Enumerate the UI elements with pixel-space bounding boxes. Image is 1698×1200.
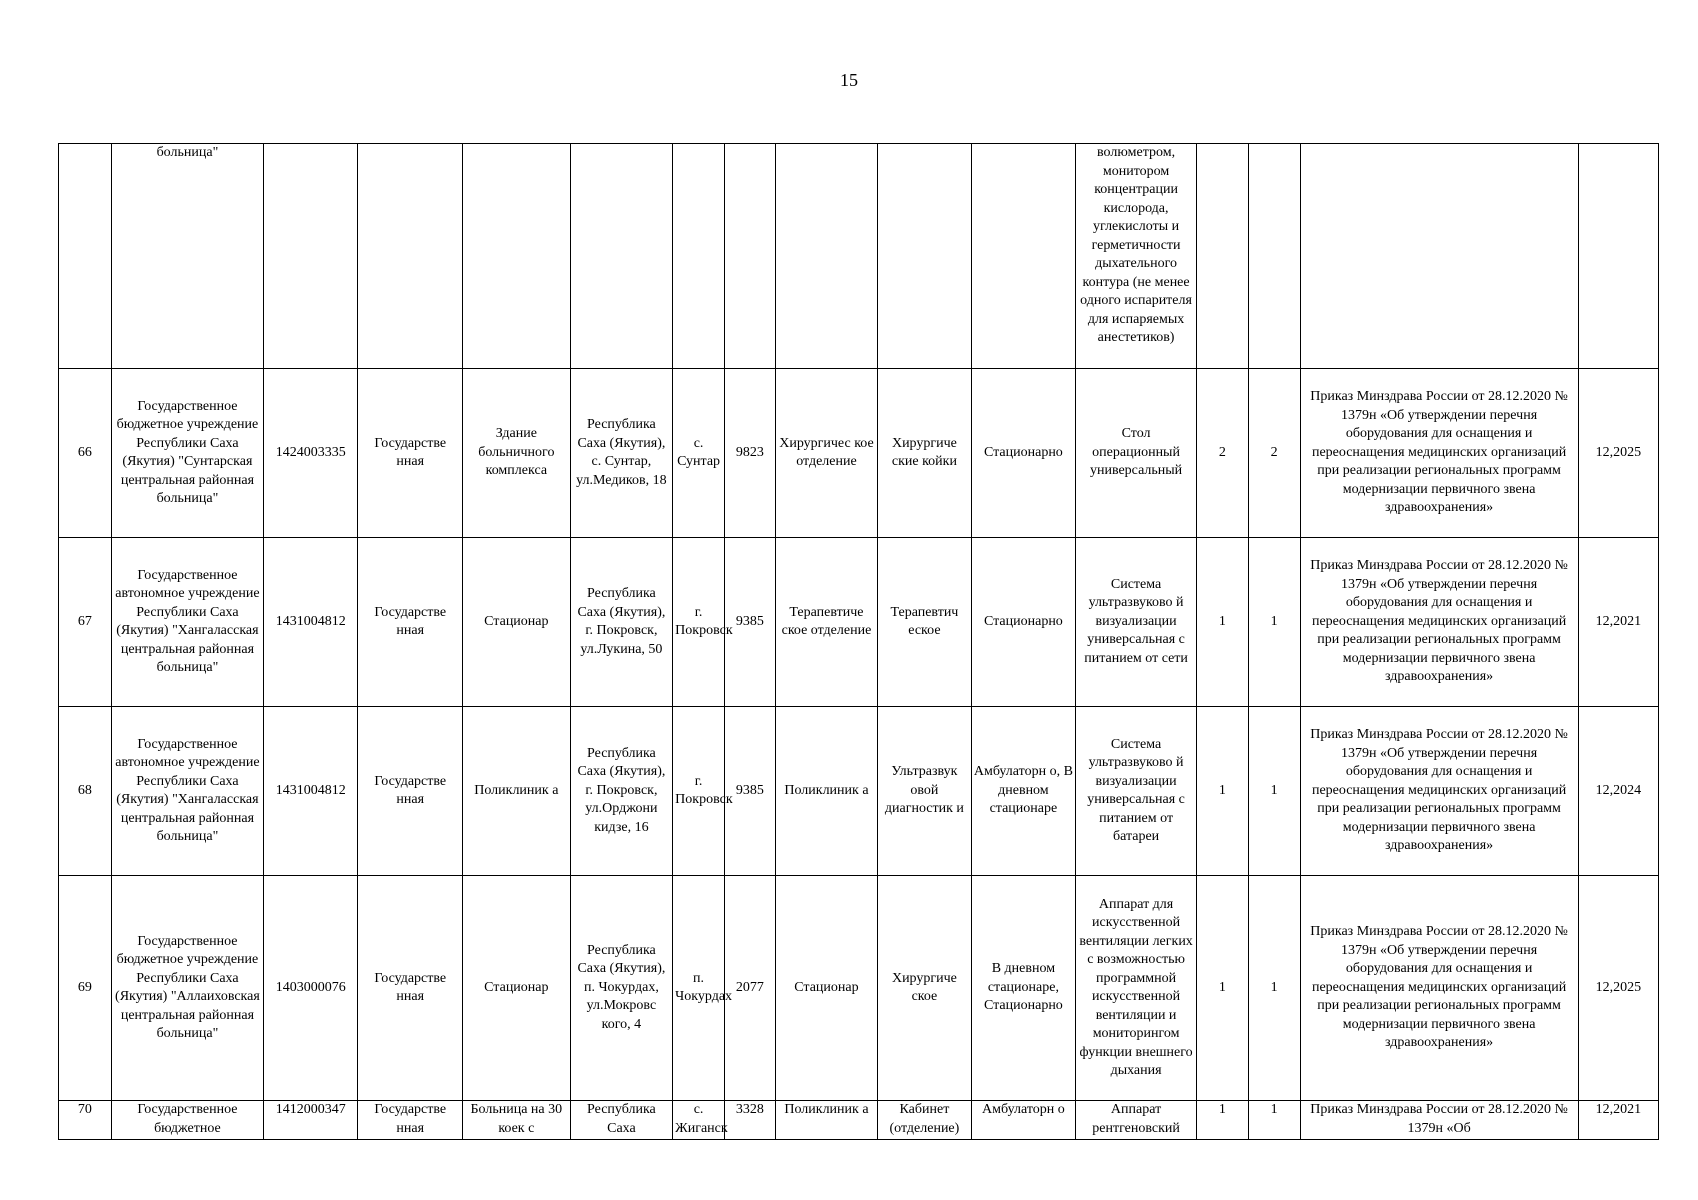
cell-basis: Приказ Минздрава России от 28.12.2020 № 1379н «Об	[1300, 1101, 1578, 1140]
cell-qty-1: 1	[1196, 538, 1248, 707]
cell-inn: 1412000347	[264, 1101, 358, 1140]
cell-date: 12,2021	[1578, 538, 1658, 707]
cell-ownership: Государстве нная	[358, 1101, 463, 1140]
cell-date: 12,2021	[1578, 1101, 1658, 1140]
cell-profile: Хирургиче ское	[878, 876, 971, 1101]
page-number: 15	[840, 70, 858, 90]
table-row	[59, 707, 1659, 876]
cell-qty-1: 1	[1196, 876, 1248, 1101]
equipment-table	[58, 143, 1659, 1140]
table-row	[59, 369, 1659, 538]
cell-profile	[878, 144, 971, 369]
cell-qty-2: 2	[1248, 369, 1300, 538]
cell-ownership: Государстве нная	[358, 707, 463, 876]
cell-conditions: В дневном стационаре, Стационарно	[971, 876, 1076, 1101]
cell-building: Стационар	[463, 876, 571, 1101]
cell-address: Республика Саха (Якутия), п. Чокурдах, ул.Мокровс кого, 4	[570, 876, 673, 1101]
cell-organization: Государственное бюджетное учреждение Республики Саха (Якутия) "Сунтарская центральная районная больница"	[111, 369, 263, 538]
cell-conditions: Амбулаторн о	[971, 1101, 1076, 1140]
cell-inn: 1431004812	[264, 707, 358, 876]
cell-inn: 1431004812	[264, 538, 358, 707]
cell-qty-2: 1	[1248, 1101, 1300, 1140]
cell-building: Стационар	[463, 538, 571, 707]
cell-organization: Государственное бюджетное учреждение Республики Саха (Якутия) "Аллаиховская центральная районная больница"	[111, 876, 263, 1101]
cell-qty-1	[1196, 144, 1248, 369]
cell-num: 66	[59, 369, 112, 538]
table-row	[59, 1101, 1659, 1140]
table-row	[59, 876, 1659, 1101]
cell-locality: г. Покровск	[673, 538, 725, 707]
cell-date: 12,2024	[1578, 707, 1658, 876]
cell-address: Республика Саха	[570, 1101, 673, 1140]
cell-qty-1: 1	[1196, 1101, 1248, 1140]
cell-qty-2: 1	[1248, 538, 1300, 707]
cell-conditions: Стационарно	[971, 538, 1076, 707]
cell-address: Республика Саха (Якутия), г. Покровск, ул.Лукина, 50	[570, 538, 673, 707]
cell-oktmo: 9823	[724, 369, 775, 538]
cell-department: Стационар	[775, 876, 878, 1101]
cell-equipment: Стол операционный универсальный	[1076, 369, 1197, 538]
cell-profile: Кабинет (отделение)	[878, 1101, 971, 1140]
cell-oktmo: 3328	[724, 1101, 775, 1140]
cell-address	[570, 144, 673, 369]
cell-address: Республика Саха (Якутия), с. Сунтар, ул.Медиков, 18	[570, 369, 673, 538]
cell-locality: г. Покровск	[673, 707, 725, 876]
cell-equipment: Система ультразвуково й визуализации универсальная с питанием от батареи	[1076, 707, 1197, 876]
cell-oktmo	[724, 144, 775, 369]
cell-num: 70	[59, 1101, 112, 1140]
cell-inn	[264, 144, 358, 369]
cell-department: Поликлиник а	[775, 707, 878, 876]
cell-qty-2: 1	[1248, 876, 1300, 1101]
cell-equipment: Аппарат рентгеновский	[1076, 1101, 1197, 1140]
cell-qty-2: 1	[1248, 707, 1300, 876]
cell-basis: Приказ Минздрава России от 28.12.2020 № 1379н «Об утверждении перечня оборудования для оснащения и переоснащения медицинских организаций при реализации региональных программ модернизации первичного звена здравоохранения»	[1300, 707, 1578, 876]
cell-department: Терапевтиче ское отделение	[775, 538, 878, 707]
cell-oktmo: 9385	[724, 538, 775, 707]
cell-num: 68	[59, 707, 112, 876]
cell-num: 67	[59, 538, 112, 707]
cell-basis: Приказ Минздрава России от 28.12.2020 № 1379н «Об утверждении перечня оборудования для оснащения и переоснащения медицинских организаций при реализации региональных программ модернизации первичного звена здравоохранения»	[1300, 369, 1578, 538]
cell-ownership: Государстве нная	[358, 538, 463, 707]
cell-inn: 1424003335	[264, 369, 358, 538]
cell-locality: с. Жиганск	[673, 1101, 725, 1140]
cell-oktmo: 2077	[724, 876, 775, 1101]
cell-building: Здание больничного комплекса	[463, 369, 571, 538]
cell-ownership	[358, 144, 463, 369]
cell-building: Поликлиник а	[463, 707, 571, 876]
cell-department: Поликлиник а	[775, 1101, 878, 1140]
table-row	[59, 538, 1659, 707]
cell-num	[59, 144, 112, 369]
cell-qty-1: 1	[1196, 707, 1248, 876]
cell-equipment: волюметром, монитором концентрации кислорода, углекислоты и герметичности дыхательного контура (не менее одного испарителя для испаряемых анестетиков)	[1076, 144, 1197, 369]
cell-organization: Государственное автономное учреждение Республики Саха (Якутия) "Хангаласская центральная районная больница"	[111, 538, 263, 707]
cell-conditions: Амбулаторн о, В дневном стационаре	[971, 707, 1076, 876]
cell-conditions	[971, 144, 1076, 369]
cell-equipment: Система ультразвуково й визуализации универсальная с питанием от сети	[1076, 538, 1197, 707]
cell-building	[463, 144, 571, 369]
cell-date: 12,2025	[1578, 876, 1658, 1101]
cell-qty-1: 2	[1196, 369, 1248, 538]
cell-organization: Государственное автономное учреждение Республики Саха (Якутия) "Хангаласская центральная районная больница"	[111, 707, 263, 876]
cell-num: 69	[59, 876, 112, 1101]
cell-department	[775, 144, 878, 369]
cell-profile: Хирургиче ские койки	[878, 369, 971, 538]
cell-inn: 1403000076	[264, 876, 358, 1101]
cell-conditions: Стационарно	[971, 369, 1076, 538]
cell-department: Хирургичес кое отделение	[775, 369, 878, 538]
cell-locality	[673, 144, 725, 369]
cell-ownership: Государстве нная	[358, 876, 463, 1101]
cell-locality: с. Сунтар	[673, 369, 725, 538]
cell-qty-2	[1248, 144, 1300, 369]
cell-oktmo: 9385	[724, 707, 775, 876]
cell-date: 12,2025	[1578, 369, 1658, 538]
table-row	[59, 144, 1659, 369]
cell-address: Республика Саха (Якутия), г. Покровск, ул.Орджони кидзе, 16	[570, 707, 673, 876]
cell-building: Больница на 30 коек с	[463, 1101, 571, 1140]
cell-profile: Ультразвук овой диагностик и	[878, 707, 971, 876]
cell-equipment: Аппарат для искусственной вентиляции легких с возможностью программной искусственной вентиляции и мониторингом функции внешнего дыхания	[1076, 876, 1197, 1101]
cell-locality: п. Чокурдах	[673, 876, 725, 1101]
cell-basis: Приказ Минздрава России от 28.12.2020 № 1379н «Об утверждении перечня оборудования для оснащения и переоснащения медицинских организаций при реализации региональных программ модернизации первичного звена здравоохранения»	[1300, 876, 1578, 1101]
cell-ownership: Государстве нная	[358, 369, 463, 538]
cell-organization: Государственное бюджетное	[111, 1101, 263, 1140]
cell-basis: Приказ Минздрава России от 28.12.2020 № 1379н «Об утверждении перечня оборудования для оснащения и переоснащения медицинских организаций при реализации региональных программ модернизации первичного звена здравоохранения»	[1300, 538, 1578, 707]
cell-organization: больница"	[111, 144, 263, 369]
cell-date	[1578, 144, 1658, 369]
cell-profile: Терапевтич еское	[878, 538, 971, 707]
cell-basis	[1300, 144, 1578, 369]
